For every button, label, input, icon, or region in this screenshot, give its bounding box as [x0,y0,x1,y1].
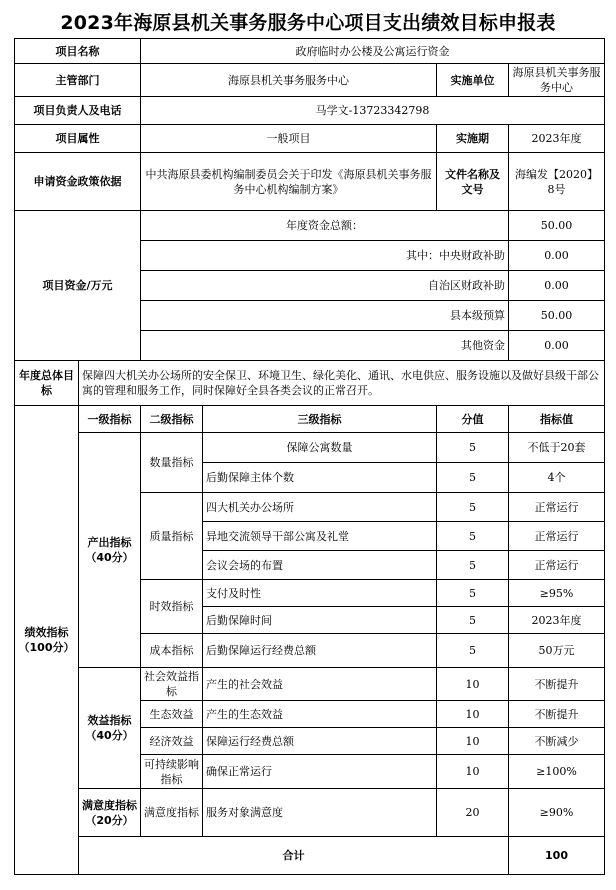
value-cell: 正常运行 [509,551,605,580]
value-cell: 不低于20套 [509,433,605,463]
label-contact: 项目负责人及电话 [15,97,141,125]
score-cell: 10 [437,701,509,728]
l3-cell: 后勤保障运行经费总额 [203,634,437,668]
l3-cell: 服务对象满意度 [203,789,437,837]
value-cell: 正常运行 [509,493,605,522]
value-cell: 不断提升 [509,701,605,728]
l2-cost: 成本指标 [141,634,203,668]
table-row [15,789,605,837]
indicator-header-row [15,406,605,433]
score-cell: 5 [437,522,509,551]
l3-cell: 会议会场的布置 [203,551,437,580]
label-funds: 项目资金/万元 [15,211,141,361]
fund-value: 0.00 [509,271,605,301]
label-doc-name: 文件名称及文号 [437,153,509,211]
value-cell: 4个 [509,463,605,493]
l3-cell: 异地交流领导干部公寓及礼堂 [203,522,437,551]
value-cell: 正常运行 [509,522,605,551]
fund-label: 其中：中央财政补助 [141,241,509,271]
l1-benefit: 效益指标（40分） [79,668,141,789]
row-contact [15,97,605,125]
score-cell: 5 [437,493,509,522]
total-score: 100 [509,837,605,875]
score-cell: 5 [437,463,509,493]
label-policy: 申请资金政策依据 [15,153,141,211]
l3-cell: 后勤保障主体个数 [203,463,437,493]
l3-cell: 保障运行经费总额 [203,728,437,755]
fund-row [15,211,605,241]
value-cell: 50万元 [509,634,605,668]
fund-label: 县本级预算 [141,301,509,331]
col-l3-header: 三级指标 [203,406,437,433]
score-cell: 5 [437,634,509,668]
label-dept: 主管部门 [15,64,141,97]
score-cell: 5 [437,551,509,580]
table-row [15,668,605,701]
label-perf: 绩效指标（100分） [15,406,79,875]
score-cell: 10 [437,668,509,701]
value-cell: 不断减少 [509,728,605,755]
fund-value: 50.00 [509,211,605,241]
l2-social: 社会效益指标 [141,668,203,701]
value-doc-no: 海编发【2020】8号 [509,153,605,211]
l3-cell: 支付及时性 [203,580,437,607]
label-period: 实施期 [437,125,509,153]
score-cell: 5 [437,580,509,607]
l2-quantity: 数量指标 [141,433,203,493]
fund-label: 自治区财政补助 [141,271,509,301]
score-cell: 10 [437,728,509,755]
l3-cell: 产生的社会效益 [203,668,437,701]
value-project-name: 政府临时办公楼及公寓运行资金 [141,39,605,64]
label-impl-unit: 实施单位 [437,64,509,97]
score-cell: 10 [437,755,509,789]
row-attribute [15,125,605,153]
value-contact: 马学文-13723342798 [141,97,605,125]
value-attribute: 一般项目 [141,125,437,153]
l3-cell: 产生的生态效益 [203,701,437,728]
label-project-name: 项目名称 [15,39,141,64]
value-cell: ≥95% [509,580,605,607]
value-cell: 不断提升 [509,668,605,701]
value-impl-unit: 海原县机关事务服务中心 [509,64,605,97]
l2-sustain: 可持续影响指标 [141,755,203,789]
col-l1-header: 一级指标 [79,406,141,433]
l3-cell: 保障公寓数量 [203,433,437,463]
performance-table [14,38,605,875]
label-attribute: 项目属性 [15,125,141,153]
table-row [15,433,605,463]
l2-eco: 生态效益 [141,701,203,728]
row-goal [15,361,605,406]
fund-label: 年度资金总额： [141,211,509,241]
fund-value: 0.00 [509,241,605,271]
row-policy [15,153,605,211]
page-title: 2023年海原县机关事务服务中心项目支出绩效目标申报表 [60,12,556,34]
value-goal: 保障四大机关办公场所的安全保卫、环境卫生、绿化美化、通讯、水电供应、服务设施以及做好县级干部公寓的管理和服务工作，同时保障好全县各类会议的正常召开。 [79,361,605,406]
score-cell: 5 [437,433,509,463]
l2-timeliness: 时效指标 [141,580,203,634]
l3-cell: 后勤保障时间 [203,607,437,634]
value-policy: 中共海原县委机构编制委员会关于印发《海原县机关事务服务中心机构编制方案》 [141,153,437,211]
value-period: 2023年度 [509,125,605,153]
l3-cell: 四大机关办公场所 [203,493,437,522]
value-cell: 2023年度 [509,607,605,634]
fund-label: 其他资金 [141,331,509,361]
col-value-header: 指标值 [509,406,605,433]
col-score-header: 分值 [437,406,509,433]
value-cell: ≥90% [509,789,605,837]
row-project-name [15,39,605,64]
l2-economic: 经济效益 [141,728,203,755]
col-l2-header: 二级指标 [141,406,203,433]
l1-satisfaction: 满意度指标（20分） [79,789,141,837]
label-goal: 年度总体目标 [15,361,79,406]
fund-value: 0.00 [509,331,605,361]
fund-value: 50.00 [509,301,605,331]
value-dept: 海原县机关事务服务中心 [141,64,437,97]
score-cell: 5 [437,607,509,634]
l2-satisfy: 满意度指标 [141,789,203,837]
l2-quality: 质量指标 [141,493,203,580]
score-cell: 20 [437,789,509,837]
total-row [15,837,605,875]
label-total: 合计 [79,837,509,875]
value-cell: ≥100% [509,755,605,789]
row-dept [15,64,605,97]
l1-output: 产出指标（40分） [79,433,141,668]
l3-cell: 确保正常运行 [203,755,437,789]
